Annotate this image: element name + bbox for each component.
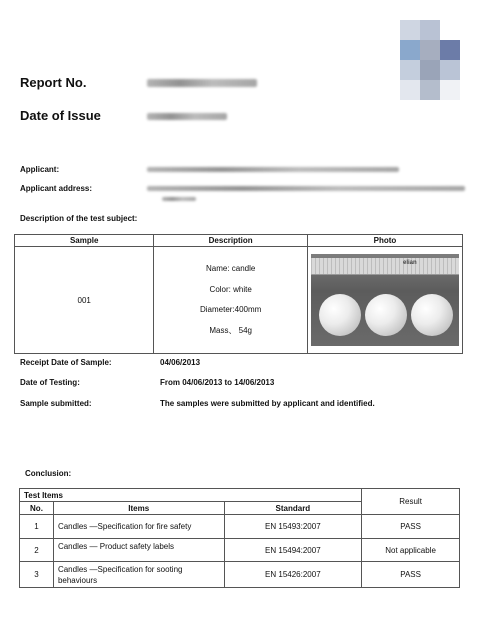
date-of-testing-label: Date of Testing: bbox=[20, 378, 80, 387]
row-no: 2 bbox=[20, 539, 54, 562]
description-header: Description bbox=[154, 235, 308, 247]
sample-submitted-label: Sample submitted: bbox=[20, 399, 92, 408]
photo-header: Photo bbox=[307, 235, 462, 247]
table-row bbox=[20, 562, 460, 588]
applicant-address-label: Applicant address: bbox=[20, 184, 93, 193]
row-result: PASS bbox=[362, 515, 460, 539]
ruler-brand-text: elian bbox=[402, 260, 417, 266]
description-diameter: Diameter:400mm bbox=[199, 305, 262, 314]
table-row bbox=[20, 539, 460, 562]
row-item: Candles —Specification for sooting behaviours bbox=[53, 562, 224, 588]
redacted-logo bbox=[400, 20, 460, 100]
sample-header: Sample bbox=[15, 235, 154, 247]
applicant-label: Applicant: bbox=[20, 165, 60, 174]
receipt-date-value: 04/06/2013 bbox=[160, 358, 201, 367]
result-header: Result bbox=[362, 489, 460, 515]
test-items-header: Test Items bbox=[20, 489, 362, 502]
row-result: Not applicable bbox=[362, 539, 460, 562]
row-item: Candles — Product safety labels bbox=[53, 539, 224, 562]
conclusion-table bbox=[19, 488, 460, 588]
description-heading: Description of the test subject: bbox=[20, 214, 138, 223]
candle-photo bbox=[311, 254, 459, 346]
redacted-address-line-1 bbox=[147, 186, 465, 191]
items-column-header: Items bbox=[53, 502, 224, 515]
description-name: Name: candle bbox=[205, 264, 256, 273]
row-no: 1 bbox=[20, 515, 54, 539]
candle-ball-2 bbox=[365, 294, 407, 336]
candle-ball-1 bbox=[319, 294, 361, 336]
row-item: Candles —Specification for fire safety bbox=[53, 515, 224, 539]
redacted-report-no bbox=[147, 79, 257, 87]
row-standard: EN 15426:2007 bbox=[224, 562, 362, 588]
date-of-issue-label: Date of Issue bbox=[20, 108, 101, 123]
row-standard: EN 15493:2007 bbox=[224, 515, 362, 539]
table-row bbox=[20, 515, 460, 539]
redacted-applicant bbox=[147, 167, 399, 172]
receipt-date-label: Receipt Date of Sample: bbox=[20, 358, 112, 367]
sample-submitted-value: The samples were submitted by applicant and identified. bbox=[160, 399, 375, 408]
row-standard: EN 15494:2007 bbox=[224, 539, 362, 562]
redacted-date-of-issue bbox=[147, 113, 227, 120]
sample-table bbox=[14, 234, 463, 354]
description-mass: Mass、 54g bbox=[209, 325, 253, 335]
redacted-address-line-2 bbox=[162, 197, 196, 201]
row-no: 3 bbox=[20, 562, 54, 588]
row-result: PASS bbox=[362, 562, 460, 588]
candle-ball-3 bbox=[411, 294, 453, 336]
photo-cell bbox=[307, 247, 462, 354]
standard-column-header: Standard bbox=[224, 502, 362, 515]
description-cell bbox=[154, 247, 308, 354]
sample-id: 001 bbox=[15, 247, 154, 354]
conclusion-heading: Conclusion: bbox=[25, 469, 72, 478]
date-of-testing-value: From 04/06/2013 to 14/06/2013 bbox=[160, 378, 275, 387]
no-column-header: No. bbox=[20, 502, 54, 515]
description-color: Color: white bbox=[209, 284, 252, 294]
report-no-label: Report No. bbox=[20, 75, 87, 90]
ruler-image bbox=[311, 258, 459, 275]
